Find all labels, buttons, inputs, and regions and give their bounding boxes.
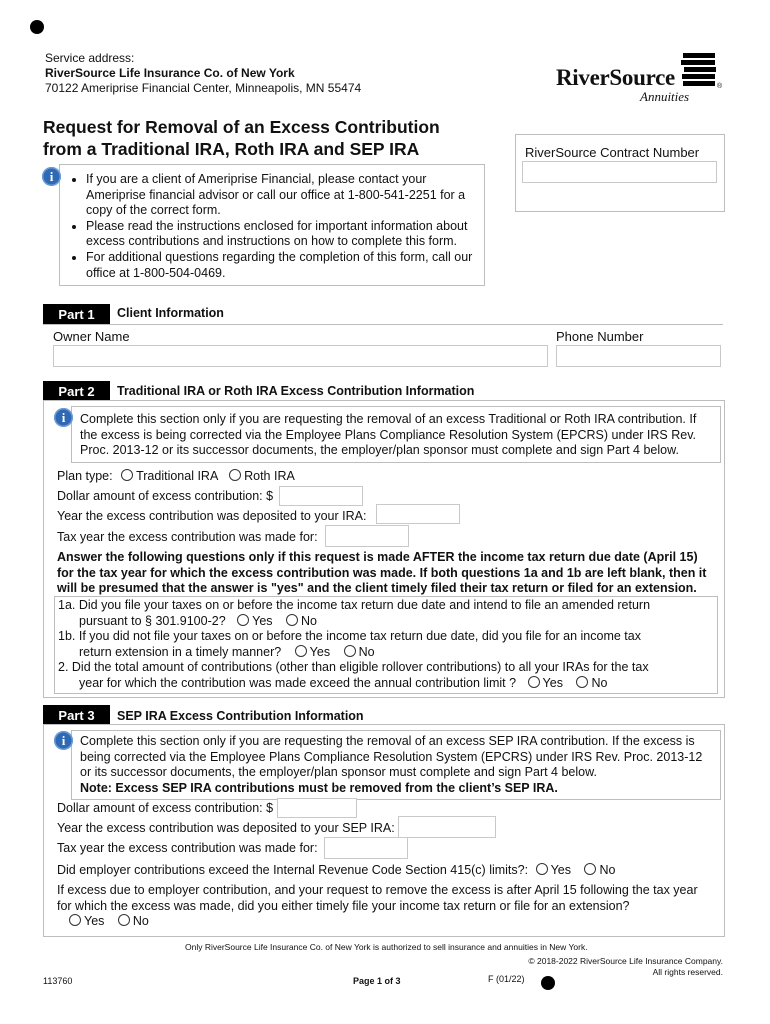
part1-tab: Part 1 [43,304,110,324]
part2-tax-year-label: Tax year the excess contribution was made for: [57,530,318,544]
footer-rights: All rights reserved. [652,967,723,977]
q415-no-radio[interactable] [584,863,596,875]
q415-yes-radio[interactable] [536,863,548,875]
question-1a [58,598,714,629]
registration-mark-top [30,20,44,34]
q1b-yes-radio[interactable] [295,645,307,657]
contract-number-field[interactable] [522,161,717,183]
part3-dollar-field[interactable] [277,798,357,818]
q415-no-label: No [599,863,616,877]
part2-bold-line-3: will be presumed that the answer is "yes" and the client timely filed their tax return or filed for an extension. [57,581,697,596]
intro-bullet-2: • Please read the instructions enclosed for important information about excess contributions and instructions on how to complete this form. [86,219,486,250]
part3-title: SEP IRA Excess Contribution Information [117,709,364,723]
q-extension-line-2: for which the excess was made, did you either timely file your income tax return or file for an extension? [57,898,630,913]
q2-answer-row [58,676,714,692]
q2-line-2: year for which the contribution was made exceed the annual contribution limit ? [79,675,517,690]
part2-tab: Part 2 [43,381,110,401]
part2-title: Traditional IRA or Roth IRA Excess Contribution Information [117,384,475,398]
company-address: 70122 Ameriprise Financial Center, Minneapolis, MN 55474 [45,81,362,95]
q1a-yes-radio[interactable] [237,614,249,626]
part3-info-line-1: Complete this section only if you are requesting the removal of an excess SEP IRA contribution. If the excess is [80,734,695,748]
info-icon: i [54,731,73,750]
q1b-line-2: return extension in a timely manner? [79,644,282,659]
logo-mark-icon [681,53,717,89]
form-number: 113760 [43,976,73,986]
q415-row [57,863,615,877]
form-revision: F (01/22) [488,974,525,984]
q-extension-yes-label: Yes [84,914,105,929]
part3-dollar-label: Dollar amount of excess contribution: $ [57,801,274,815]
intro-bullet-3: • For additional questions regarding the completion of this form, call our office at 1-800-504-0469. [86,250,486,281]
title-line-1: Request for Removal of an Excess Contribution [43,117,440,137]
part3-tax-year-label: Tax year the excess contribution was made for: [57,841,318,855]
q2-no-label: No [591,675,608,690]
q415-label: Did employer contributions exceed the Internal Revenue Code Section 415(c) limits?: [57,863,529,877]
logo-wordmark: RiverSource [556,65,675,90]
part2-info-line-2: the excess is being corrected via the Employee Plans Compliance Resolution System (EPCRS) under IRS Rev. [80,427,697,442]
roth-ira-radio[interactable] [229,469,241,481]
part2-dollar-label: Dollar amount of excess contribution: $ [57,489,274,503]
title-line-2: from a Traditional IRA, Roth IRA and SEP IRA [43,139,420,159]
part2-tax-year-field[interactable] [325,525,409,547]
q1a-answer-row [58,614,714,630]
part2-info-line-1: Complete this section only if you are requesting the removal of an excess Traditional or Roth IRA contribution. If [80,412,697,426]
part3-year-deposit-field[interactable] [398,816,496,838]
page-number: Page 1 of 3 [353,976,401,986]
part2-year-deposit-label: Year the excess contribution was deposited to your IRA: [57,509,367,523]
traditional-ira-label: Traditional IRA [136,469,218,483]
q-extension [57,883,717,930]
q1b-yes-label: Yes [309,644,331,659]
part3-note: Note: Excess SEP IRA contributions must be removed from the client’s SEP IRA. [80,780,558,795]
part3-tax-year-field[interactable] [324,837,408,859]
q2-yes-label: Yes [542,675,563,690]
q415-yes-label: Yes [550,863,571,877]
intro-bullets [72,172,486,281]
question-2 [58,660,714,691]
q-extension-answer-row [57,914,717,930]
info-icon: i [42,167,61,186]
q1b-no-label: No [358,644,375,659]
part1-rule [43,324,723,325]
part3-info-text [80,734,720,796]
service-address [45,51,361,96]
q-extension-no-radio[interactable] [118,914,130,926]
q2-yes-radio[interactable] [528,676,540,688]
q2-line-1: 2. Did the total amount of contributions (other than eligible rollover contributions) to all your IRAs for the tax [58,660,649,674]
info-icon: i [54,408,73,427]
q1b-no-radio[interactable] [344,645,356,657]
part3-year-deposit-label: Year the excess contribution was deposited to your SEP IRA: [57,821,395,835]
q1a-no-label: No [301,613,318,628]
logo-subtitle: Annuities [640,89,690,104]
part3-info-line-2: being corrected via the Employee Plans Compliance Resolution System (EPCRS) under IRS Rev. Proc. 2013-12 [80,749,703,764]
phone-number-field[interactable] [556,345,721,367]
contract-number-box [515,134,725,212]
part2-year-deposit-field[interactable] [376,504,460,524]
footer-copyright: © 2018-2022 RiverSource Life Insurance Company. [528,956,723,966]
q1a-line-2: pursuant to § 301.9100-2? [79,613,226,628]
part2-info-line-3: Proc. 2013-12 or its successor documents, the employer/plan sponsor must complete and sign Part 4 below. [80,443,679,458]
question-1b [58,629,714,660]
registration-mark-bottom [541,976,555,990]
footer-authorized: Only RiverSource Life Insurance Co. of New York is authorized to sell insurance and annuities in New York. [185,942,588,952]
q1b-line-1: 1b. If you did not file your taxes on or before the income tax return due date, did you file for an income tax [58,629,641,643]
riversource-logo [556,51,726,106]
q1b-answer-row [58,645,714,661]
service-label: Service address: [45,51,135,65]
contract-number-label: RiverSource Contract Number [525,145,700,160]
intro-info-box [59,164,485,286]
q-extension-yes-radio[interactable] [69,914,81,926]
q1a-line-1: 1a. Did you file your taxes on or before the income tax return due date and intend to file an amended return [58,598,651,612]
q1a-no-radio[interactable] [286,614,298,626]
plan-type-row [57,469,295,483]
owner-name-label: Owner Name [53,329,130,344]
part2-bold-line-1: Answer the following questions only if this request is made AFTER the income tax return due date (April 15) [57,550,698,564]
q1a-yes-label: Yes [252,613,273,628]
q-extension-no-label: No [132,914,149,929]
part3-tab: Part 3 [43,705,110,725]
intro-bullet-1: • If you are a client of Ameriprise Financial, please contact your Ameriprise financial advisor or call our office at 1-800-541-2251 for a copy of the correct form. [86,172,486,219]
phone-number-label: Phone Number [556,329,644,344]
company-name: RiverSource Life Insurance Co. of New York [45,66,295,80]
part2-info-text [80,412,720,459]
logo-registered: ® [717,83,723,90]
part3-info-line-3: or its successor documents, the employer/plan sponsor must complete and sign Part 4 below. [80,765,597,780]
q-extension-line-1: If excess due to employer contribution, and your request to remove the excess is after April 15 following the tax year [57,883,698,897]
form-title [43,116,440,160]
traditional-ira-radio[interactable] [121,469,133,481]
roth-ira-label: Roth IRA [244,469,295,483]
owner-name-field[interactable] [53,345,548,367]
part2-bold-instructions [57,550,721,597]
part2-dollar-field[interactable] [279,486,363,506]
plan-type-label: Plan type: [57,469,113,483]
part2-bold-line-2: for the tax year for which the excess contribution was made. If both questions 1a and 1b are left blank, then it [57,565,707,580]
part1-title: Client Information [117,306,224,320]
q2-no-radio[interactable] [576,676,588,688]
